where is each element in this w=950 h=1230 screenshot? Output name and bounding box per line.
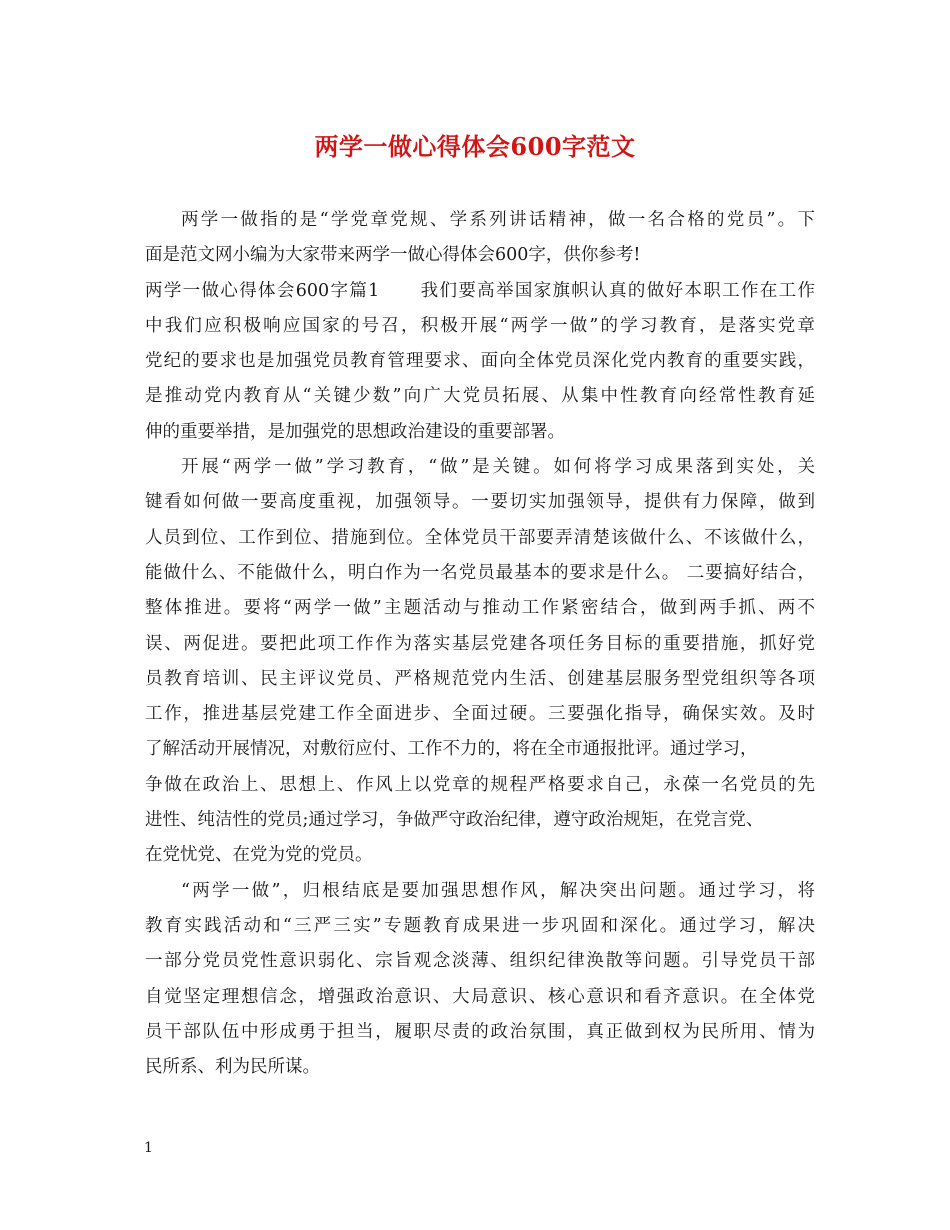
paragraph-line: 工作，推进基层党建工作全面进步、全面过硬。三要强化指导，确保实效。及时 [145,704,815,725]
paragraph-line: 进性、纯洁性的党员;通过学习，争做严守政治纪律，遵守政治规矩，在党言党、 [145,810,764,831]
paragraph-line: 能做什么、不能做什么，明白作为一名党员最基本的要求是什么。 二要搞好结合， [145,562,815,583]
paragraph-line: 党纪的要求也是加强党员教育管理要求、面向全体党员深化党内教育的重要实践， [145,351,815,372]
paragraph-line: 伸的重要举措，是加强党的思想政治建设的重要部署。 [145,421,565,442]
paragraph-line: 一部分党员党性意识弱化、宗旨观念淡薄、组织纪律涣散等问题。引导党员干部 [145,951,815,972]
paragraph-line: 人员到位、工作到位、措施到位。全体党员干部要弄清楚该做什么、不该做什么， [145,527,815,548]
paragraph-line: 了解活动开展情况，对敷衍应付、工作不力的，将在全市通报批评。通过学习， [145,739,758,760]
paragraph-line: 民所系、利为民所谋。 [145,1057,320,1078]
page-number: 1 [144,1140,153,1156]
paragraph-line: 整体推进。要将“两学一做”主题活动与推动工作紧密结合，做到两手抓、两不 [145,598,815,619]
paragraph-line: 两学一做指的是“学党章党规、学系列讲话精神，做一名合格的党员”。下 [181,210,815,230]
paragraph-line: 在党忧党、在党为党的党员。 [145,845,373,866]
paragraph-line: 开展“两学一做”学习教育，“做”是关键。如何将学习成果落到实处，关 [181,457,815,478]
paragraph-line: 面是范文网小编为大家带来两学一做心得体会600字，供你参考! [145,245,641,266]
document-body [145,203,815,1085]
paragraph-line: 误、两促进。要把此项工作作为落实基层党建各项任务目标的重要措施，抓好党 [145,633,815,654]
paragraph-text: 我们要高举国家旗帜认真的做好本职工作在工作 [419,280,815,301]
paragraph-line [145,274,815,309]
paragraph-line: 员干部队伍中形成勇于担当，履职尽责的政治氛围，真正做到权为民所用、情为 [145,1021,815,1042]
paragraph-line: 键看如何做一要高度重视，加强领导。一要切实加强领导，提供有力保障，做到 [145,492,815,513]
paragraph-line: 教育实践活动和“三严三实”专题教育成果进一步巩固和深化。通过学习，解决 [145,915,815,936]
paragraph-line: 员教育培训、民主评议党员、严格规范党内生活、创建基层服务型党组织等各项 [145,668,815,689]
section-heading: 两学一做心得体会600字篇1 [145,280,380,301]
paragraph-line: 是推动党内教育从“关键少数”向广大党员拓展、从集中性教育向经常性教育延 [145,386,815,407]
paragraph-line: 争做在政治上、思想上、作风上以党章的规程严格要求自己，永葆一名党员的先 [145,774,815,795]
paragraph-line: 中我们应积极响应国家的号召，积极开展“两学一做”的学习教育，是落实党章 [145,315,815,336]
paragraph-line: “两学一做”，归根结底是要加强思想作风，解决突出问题。通过学习，将 [181,880,815,901]
document-title: 两学一做心得体会600字范文 [314,132,636,161]
paragraph-line: 自觉坚定理想信念，增强政治意识、大局意识、核心意识和看齐意识。在全体党 [145,986,815,1007]
